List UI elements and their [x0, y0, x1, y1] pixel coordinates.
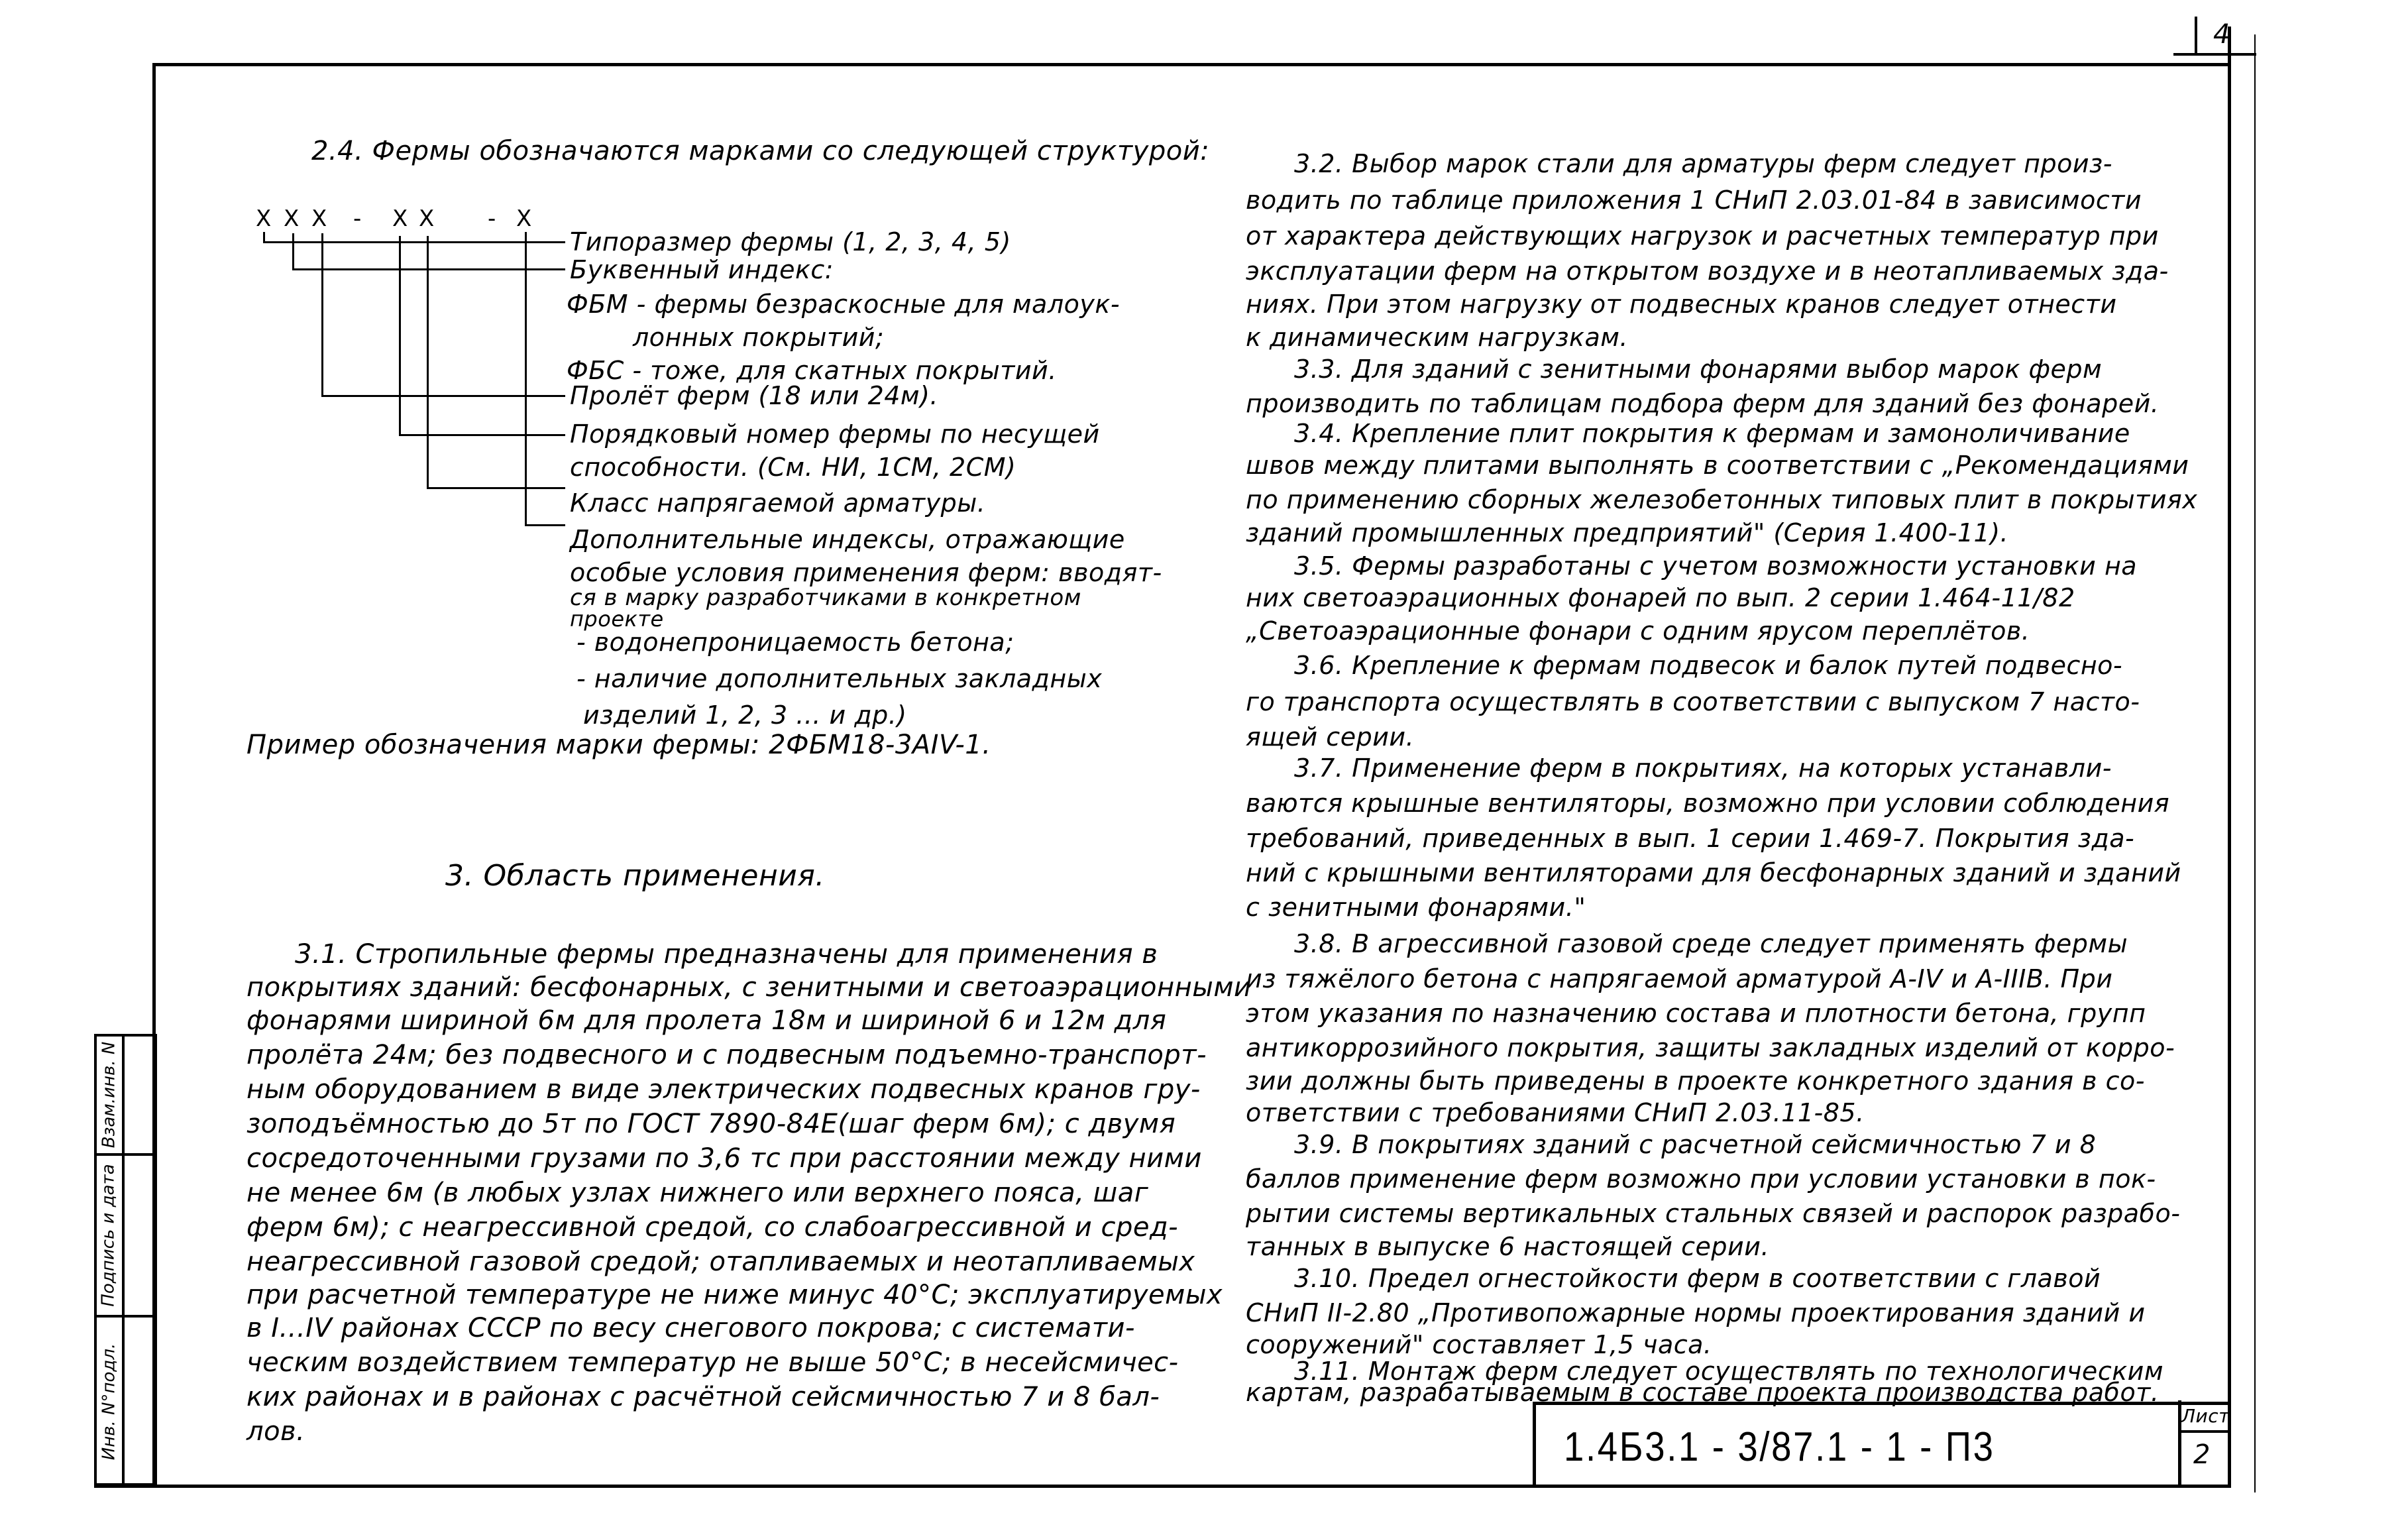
- legend-item: ФБМ - фермы безраскосные для малоук-: [567, 290, 1121, 319]
- text-line: танных в выпуске 6 настоящей серии.: [1246, 1232, 1770, 1261]
- connector-horizontal: [263, 241, 565, 243]
- outer-trim-line: [2254, 34, 2256, 1492]
- pattern-dash: -: [488, 205, 496, 232]
- stamp-label-text: Инв. N°подл.: [99, 1343, 119, 1461]
- connector-vertical: [399, 236, 401, 436]
- text-line: эксплуатации ферм на открытом воздухе и в неотапливаемых зда-: [1246, 256, 2169, 286]
- legend-item: - наличие дополнительных закладных: [576, 664, 1103, 693]
- connector-vertical: [292, 233, 294, 270]
- corner-page-number: 4: [2213, 19, 2230, 50]
- text-line: к динамическим нагрузкам.: [1246, 323, 1629, 352]
- text-line: пролёта 24м; без подвесного и с подвесным подъемно-транспорт-: [246, 1040, 1207, 1070]
- text-line: покрытиях зданий: бесфонарных, с зенитными и светоаэрационными: [246, 972, 1252, 1003]
- text-line: них светоаэрационных фонарей по вып. 2 серии 1.464-11/82: [1246, 583, 2075, 612]
- text-line: ваются крышные вентиляторы, возможно при условии соблюдения: [1246, 789, 2170, 818]
- sheet-cell-divider: [2178, 1430, 2230, 1433]
- margin-stamp: [94, 1034, 157, 1486]
- connector-vertical: [525, 232, 527, 526]
- text-line: ний с крышными вентиляторами для бесфонарных зданий и зданий: [1246, 858, 2181, 887]
- stamp-field-original-inv: [95, 1318, 122, 1486]
- text-line: неагрессивной газовой средой; отапливаемых и неотапливаемых: [246, 1247, 1195, 1277]
- text-line: при расчетной температуре не ниже минус 40°С; эксплуатируемых: [246, 1280, 1223, 1310]
- text-line: 3.9. В покрытиях зданий с расчетной сейсмичностью 7 и 8: [1294, 1130, 2097, 1159]
- legend-item: Типоразмер фермы (1, 2, 3, 4, 5): [570, 227, 1011, 256]
- text-line: СНиП II-2.80 „Противопожарные нормы проектирования зданий и: [1246, 1298, 2146, 1327]
- legend-item: способности. (См. НИ, 1СМ, 2СМ): [570, 453, 1016, 482]
- text-line: ниях. При этом нагрузку от подвесных кранов следует отнести: [1246, 290, 2117, 319]
- legend-item: ФБС - тоже, для скатных покрытий.: [567, 356, 1057, 385]
- connector-horizontal: [525, 524, 565, 526]
- legend-item: ся в марку разработчиками в конкретном: [570, 585, 1081, 611]
- pattern-mark: X: [516, 205, 532, 232]
- text-line: 3.4. Крепление плит покрытия к фермам и замоноличивание: [1294, 419, 2130, 448]
- text-line: ящей серии.: [1246, 722, 1415, 752]
- text-line: швов между плитами выполнять в соответствии с „Рекомендациями: [1246, 451, 2189, 480]
- text-line: ферм 6м); с неагрессивной средой, со слабоагрессивной и сред-: [246, 1212, 1179, 1243]
- corner-tab-divider: [2195, 17, 2197, 55]
- text-line: зии должны быть приведены в проекте конкретного здания в со-: [1246, 1066, 2145, 1096]
- connector-vertical: [427, 236, 429, 489]
- text-line: 3.8. В агрессивной газовой среде следует применять фермы: [1294, 929, 2128, 958]
- text-line: этом указания по назначению состава и плотности бетона, групп: [1246, 999, 2146, 1028]
- text-line: сосредоточенными грузами по 3,6 тс при расстоянии между ними: [246, 1143, 1202, 1174]
- text-line: рытии системы вертикальных стальных связей и распорок разрабо-: [1246, 1199, 2181, 1228]
- connector-horizontal: [292, 268, 565, 270]
- text-line: 3.5. Фермы разработаны с учетом возможности установки на: [1294, 551, 2138, 581]
- stamp-label-text: Взам.инв. N: [99, 1041, 119, 1149]
- sheet-label: Лист: [2181, 1405, 2230, 1427]
- stamp-divider: [122, 1037, 125, 1483]
- connector-horizontal: [399, 434, 565, 436]
- legend-item: - водонепроницаемость бетона;: [576, 628, 1014, 657]
- connector-vertical: [321, 233, 323, 397]
- mark-example: Пример обозначения марки фермы: 2ФБМ18-3АIV-1.: [246, 730, 991, 760]
- section-2-4-heading: 2.4. Фермы обозначаются марками со следующей структурой:: [311, 136, 1210, 166]
- legend-item: лонных покрытий;: [633, 323, 885, 352]
- text-line: в I...IV районах СССР по весу снегового покрова; с системати-: [246, 1313, 1135, 1343]
- text-line: ответствии с требованиями СНиП 2.03.11-85.: [1246, 1098, 1865, 1127]
- text-line: зданий промышленных предприятий" (Серия 1.400-11).: [1246, 518, 2009, 547]
- legend-item: Дополнительные индексы, отражающие: [570, 525, 1125, 554]
- pattern-mark: X: [311, 205, 327, 232]
- pattern-mark: X: [392, 205, 408, 232]
- stamp-field-replace-inv: [95, 1037, 122, 1153]
- text-line: 3.3. Для зданий с зенитными фонарями выбор марок ферм: [1294, 355, 2103, 384]
- document-code: 1.4Б3.1 - 3/87.1 - 1 - П3: [1564, 1424, 1995, 1470]
- text-line: лов.: [246, 1416, 305, 1447]
- text-line: го транспорта осуществлять в соответствии с выпуском 7 насто-: [1246, 687, 2140, 716]
- legend-item: Пролёт ферм (18 или 24м).: [570, 381, 939, 410]
- text-line: по применению сборных железобетонных типовых плит в покрытиях: [1246, 485, 2198, 514]
- corner-tab-line: [2173, 53, 2256, 56]
- text-line: производить по таблицам подбора ферм для зданий без фонарей.: [1246, 389, 2160, 418]
- section-3-heading: 3. Область применения.: [445, 859, 825, 893]
- text-line: зоподъёмностью до 5т по ГОСТ 7890-84Е(шаг ферм 6м); с двумя: [246, 1109, 1176, 1139]
- text-line: из тяжёлого бетона с напрягаемой арматурой А-IV и А-IIIВ. При: [1246, 964, 2113, 993]
- text-line: водить по таблице приложения 1 СНиП 2.03.01-84 в зависимости: [1246, 186, 2142, 215]
- text-line: антикоррозийного покрытия, защиты закладных изделий от корро-: [1246, 1033, 2175, 1062]
- text-line: ких районах и в районах с расчётной сейсмичностью 7 и 8 бал-: [246, 1382, 1160, 1412]
- frame-border-right: [2228, 27, 2231, 1488]
- legend-item: Порядковый номер фермы по несущей: [570, 420, 1100, 449]
- legend-item: особые условия применения ферм: вводят-: [570, 558, 1162, 587]
- text-line: не менее 6м (в любых узлах нижнего или верхнего пояса, шаг: [246, 1178, 1149, 1208]
- connector-horizontal: [321, 395, 565, 397]
- legend-item: Буквенный индекс:: [570, 255, 834, 284]
- legend-item: проекте: [570, 606, 664, 632]
- pattern-dash: -: [353, 205, 362, 232]
- frame-border-top: [152, 63, 2230, 66]
- text-line: 3.6. Крепление к фермам подвесок и балок путей подвесно-: [1294, 651, 2123, 680]
- stamp-field-signature-date: [95, 1156, 122, 1315]
- text-line: 3.7. Применение ферм в покрытиях, на которых устанавли-: [1294, 754, 2112, 783]
- sheet-number: 2: [2193, 1439, 2211, 1470]
- text-line: 3.2. Выбор марок стали для арматуры ферм следует произ-: [1294, 149, 2112, 178]
- text-line: баллов применение ферм возможно при условии установки в пок-: [1246, 1164, 2156, 1194]
- text-line: требований, приведенных в вып. 1 серии 1.469-7. Покрытия зда-: [1246, 824, 2135, 853]
- pattern-mark: X: [419, 205, 435, 232]
- text-line: 3.1. Стропильные фермы предназначены для применения в: [295, 939, 1158, 970]
- text-line: картам, разрабатываемым в составе проекта производства работ.: [1246, 1378, 2160, 1407]
- text-line: ным оборудованием в виде электрических подвесных кранов гру-: [246, 1074, 1201, 1105]
- stamp-label-text: Подпись и дата: [99, 1164, 119, 1307]
- text-line: ческим воздействием температур не выше 50°С; в несейсмичес-: [246, 1347, 1179, 1378]
- connector-horizontal: [427, 487, 565, 489]
- text-line: с зенитными фонарями.": [1246, 893, 1586, 922]
- text-line: 3.10. Предел огнестойкости ферм в соответствии с главой: [1294, 1264, 2101, 1293]
- text-line: „Светоаэрационные фонари с одним ярусом переплётов.: [1246, 616, 2030, 646]
- text-line: сооружений" составляет 1,5 часа.: [1246, 1330, 1712, 1359]
- legend-item: изделий 1, 2, 3 ... и др.): [583, 701, 907, 730]
- pattern-mark: X: [256, 205, 272, 232]
- text-line: фонарями шириной 6м для пролета 18м и шириной 6 и 12м для: [246, 1005, 1167, 1036]
- legend-item: Класс напрягаемой арматуры.: [570, 488, 986, 518]
- text-line: 3.11. Монтаж ферм следует осуществлять по технологическим: [1294, 1357, 2164, 1386]
- pattern-mark: X: [284, 205, 300, 232]
- text-line: от характера действующих нагрузок и расчетных температур при: [1246, 221, 2159, 251]
